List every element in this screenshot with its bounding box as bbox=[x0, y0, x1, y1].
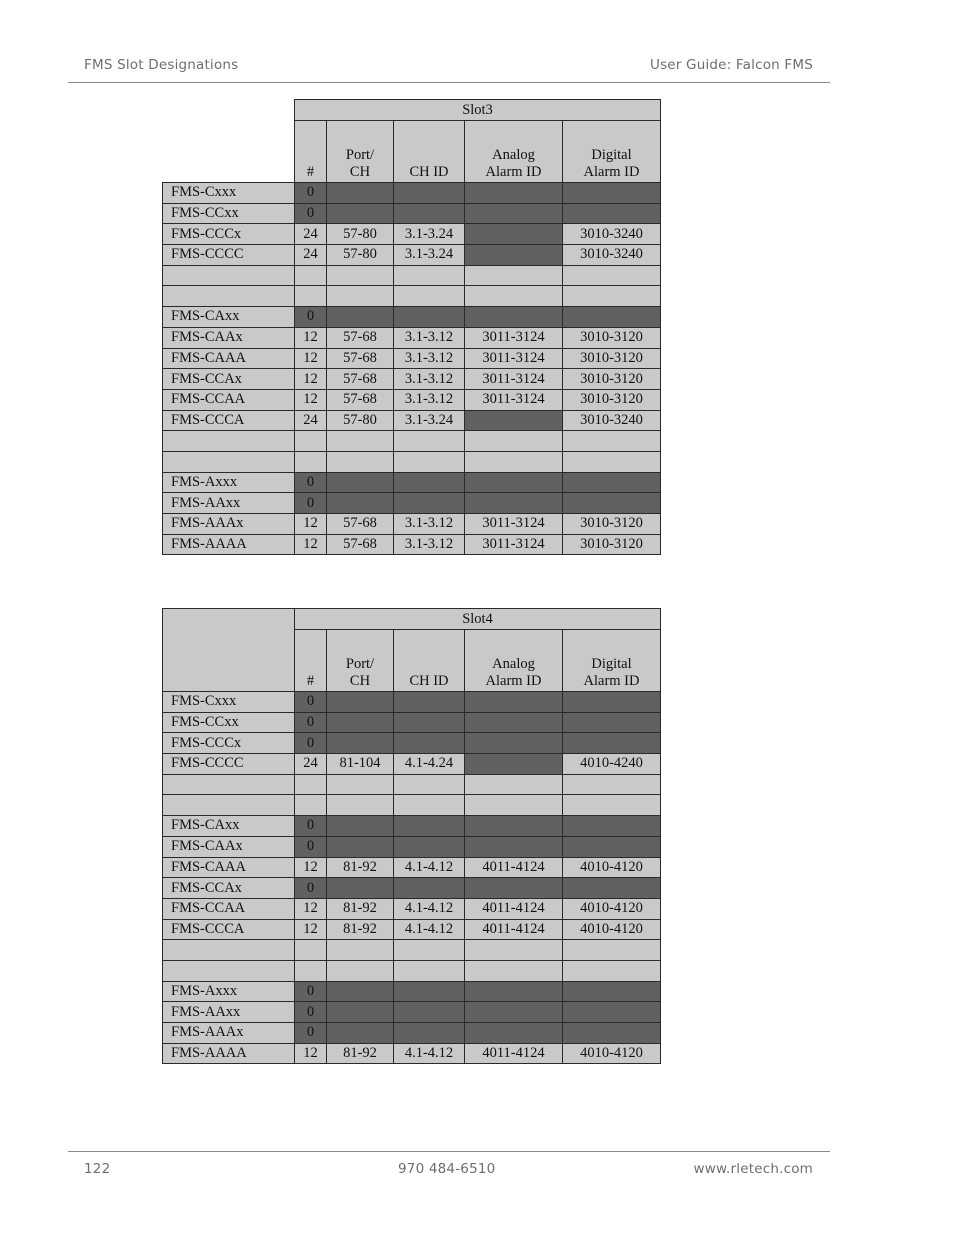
cell-chid bbox=[394, 1023, 465, 1044]
cell-analog bbox=[465, 712, 563, 733]
cell-analog bbox=[465, 472, 563, 493]
cell-port: 81-92 bbox=[327, 919, 394, 940]
cell-label: FMS-CCAA bbox=[163, 898, 295, 919]
col-header-digital-line2: Alarm ID bbox=[583, 164, 640, 180]
cell-analog: 3011-3124 bbox=[465, 514, 563, 535]
cell-chid bbox=[394, 878, 465, 899]
cell-port bbox=[327, 940, 394, 961]
cell-analog bbox=[465, 960, 563, 981]
col-header-analog-line2: Alarm ID bbox=[485, 673, 542, 689]
cell-digital bbox=[563, 307, 661, 328]
cell-chid bbox=[394, 940, 465, 961]
cell-port: 57-68 bbox=[327, 534, 394, 555]
cell-port: 57-80 bbox=[327, 245, 394, 266]
cell-analog bbox=[465, 1002, 563, 1023]
cell-num: 0 bbox=[295, 183, 327, 204]
table-row bbox=[163, 919, 661, 940]
cell-analog bbox=[465, 692, 563, 713]
cell-analog: 3011-3124 bbox=[465, 348, 563, 369]
cell-analog bbox=[465, 754, 563, 775]
cell-digital: 3010-3240 bbox=[563, 410, 661, 431]
col-header-digital bbox=[563, 121, 661, 183]
cell-chid bbox=[394, 431, 465, 452]
cell-num: 12 bbox=[295, 534, 327, 555]
cell-analog bbox=[465, 795, 563, 816]
col-header-port-line1: Port/ bbox=[345, 147, 375, 163]
cell-num: 0 bbox=[295, 472, 327, 493]
cell-analog bbox=[465, 493, 563, 514]
col-header-chid: CH ID bbox=[394, 121, 465, 183]
cell-label: FMS-CCAx bbox=[163, 369, 295, 390]
cell-chid: 4.1-4.24 bbox=[394, 754, 465, 775]
cell-port bbox=[327, 472, 394, 493]
cell-chid bbox=[394, 836, 465, 857]
cell-analog bbox=[465, 981, 563, 1002]
cell-digital bbox=[563, 493, 661, 514]
cell-analog bbox=[465, 286, 563, 307]
cell-analog: 4011-4124 bbox=[465, 919, 563, 940]
table-row bbox=[163, 265, 661, 286]
cell-label: FMS-CAAx bbox=[163, 327, 295, 348]
slot4-title-row bbox=[163, 609, 661, 630]
cell-num: 24 bbox=[295, 410, 327, 431]
cell-port bbox=[327, 451, 394, 472]
cell-digital bbox=[563, 940, 661, 961]
cell-analog: 3011-3124 bbox=[465, 369, 563, 390]
cell-analog bbox=[465, 1023, 563, 1044]
table-row bbox=[163, 754, 661, 775]
cell-chid bbox=[394, 265, 465, 286]
col-header-port-line1: Port/ bbox=[345, 656, 375, 672]
cell-chid: 3.1-3.12 bbox=[394, 389, 465, 410]
cell-port bbox=[327, 795, 394, 816]
cell-analog bbox=[465, 265, 563, 286]
cell-label: FMS-CCCC bbox=[163, 245, 295, 266]
table-row bbox=[163, 1023, 661, 1044]
col-header-port bbox=[327, 630, 394, 692]
cell-num: 0 bbox=[295, 1002, 327, 1023]
cell-port bbox=[327, 286, 394, 307]
cell-num: 12 bbox=[295, 369, 327, 390]
cell-label bbox=[163, 940, 295, 961]
cell-chid: 4.1-4.12 bbox=[394, 919, 465, 940]
slot3-corner bbox=[163, 100, 295, 121]
cell-analog: 4011-4124 bbox=[465, 898, 563, 919]
cell-digital bbox=[563, 981, 661, 1002]
col-header-analog bbox=[465, 121, 563, 183]
cell-chid: 3.1-3.12 bbox=[394, 348, 465, 369]
slot3-table bbox=[162, 99, 661, 555]
table-row bbox=[163, 836, 661, 857]
cell-chid bbox=[394, 816, 465, 837]
cell-chid bbox=[394, 981, 465, 1002]
cell-num bbox=[295, 265, 327, 286]
table-row bbox=[163, 514, 661, 535]
cell-label: FMS-CCCC bbox=[163, 754, 295, 775]
cell-label bbox=[163, 451, 295, 472]
table-row bbox=[163, 795, 661, 816]
cell-digital: 3010-3120 bbox=[563, 534, 661, 555]
cell-analog bbox=[465, 878, 563, 899]
footer-website: www.rletech.com bbox=[693, 1161, 813, 1177]
cell-analog bbox=[465, 836, 563, 857]
cell-digital: 3010-3120 bbox=[563, 369, 661, 390]
cell-digital bbox=[563, 472, 661, 493]
col-header-digital bbox=[563, 630, 661, 692]
cell-port bbox=[327, 1023, 394, 1044]
cell-chid: 3.1-3.12 bbox=[394, 369, 465, 390]
cell-num bbox=[295, 431, 327, 452]
cell-analog bbox=[465, 410, 563, 431]
cell-port: 81-92 bbox=[327, 1043, 394, 1064]
cell-port bbox=[327, 692, 394, 713]
table-row bbox=[163, 816, 661, 837]
cell-label bbox=[163, 265, 295, 286]
table-row bbox=[163, 183, 661, 204]
table-row bbox=[163, 960, 661, 981]
cell-chid bbox=[394, 795, 465, 816]
cell-digital bbox=[563, 1023, 661, 1044]
cell-port bbox=[327, 265, 394, 286]
cell-analog bbox=[465, 245, 563, 266]
cell-analog bbox=[465, 431, 563, 452]
table-row bbox=[163, 493, 661, 514]
cell-digital bbox=[563, 265, 661, 286]
col-header-port bbox=[327, 121, 394, 183]
cell-label: FMS-CAxx bbox=[163, 816, 295, 837]
cell-port bbox=[327, 712, 394, 733]
cell-label: FMS-CAxx bbox=[163, 307, 295, 328]
cell-label: FMS-AAAA bbox=[163, 1043, 295, 1064]
cell-digital bbox=[563, 1002, 661, 1023]
cell-digital: 3010-3240 bbox=[563, 245, 661, 266]
cell-chid: 3.1-3.24 bbox=[394, 224, 465, 245]
cell-analog bbox=[465, 816, 563, 837]
table-row bbox=[163, 692, 661, 713]
cell-label: FMS-CCCA bbox=[163, 410, 295, 431]
cell-port bbox=[327, 733, 394, 754]
cell-label: FMS-CCCx bbox=[163, 733, 295, 754]
cell-label: FMS-CAAA bbox=[163, 857, 295, 878]
cell-num: 0 bbox=[295, 981, 327, 1002]
cell-num: 12 bbox=[295, 389, 327, 410]
cell-analog bbox=[465, 774, 563, 795]
cell-port: 57-68 bbox=[327, 514, 394, 535]
cell-analog bbox=[465, 733, 563, 754]
table-row bbox=[163, 451, 661, 472]
table-row bbox=[163, 369, 661, 390]
col-header-digital-line1: Digital bbox=[591, 147, 632, 163]
cell-digital bbox=[563, 878, 661, 899]
table-row bbox=[163, 307, 661, 328]
table-row bbox=[163, 878, 661, 899]
cell-num bbox=[295, 451, 327, 472]
footer-phone: 970 484-6510 bbox=[398, 1161, 496, 1177]
cell-chid bbox=[394, 960, 465, 981]
cell-digital bbox=[563, 183, 661, 204]
cell-num: 0 bbox=[295, 307, 327, 328]
cell-analog: 3011-3124 bbox=[465, 534, 563, 555]
cell-digital bbox=[563, 774, 661, 795]
cell-port: 57-68 bbox=[327, 369, 394, 390]
cell-analog: 3011-3124 bbox=[465, 327, 563, 348]
cell-chid bbox=[394, 493, 465, 514]
cell-digital: 4010-4240 bbox=[563, 754, 661, 775]
cell-analog: 3011-3124 bbox=[465, 389, 563, 410]
cell-analog bbox=[465, 183, 563, 204]
table-row bbox=[163, 712, 661, 733]
col-header-analog-line1: Analog bbox=[492, 656, 535, 672]
table-row bbox=[163, 898, 661, 919]
col-header-num: # bbox=[295, 121, 327, 183]
cell-label: FMS-Axxx bbox=[163, 981, 295, 1002]
cell-label: FMS-CAAx bbox=[163, 836, 295, 857]
cell-label: FMS-Axxx bbox=[163, 472, 295, 493]
cell-port bbox=[327, 816, 394, 837]
cell-port bbox=[327, 431, 394, 452]
table-row bbox=[163, 857, 661, 878]
cell-label bbox=[163, 960, 295, 981]
table-row bbox=[163, 286, 661, 307]
col-header-analog bbox=[465, 630, 563, 692]
cell-num bbox=[295, 940, 327, 961]
col-header-num: # bbox=[295, 630, 327, 692]
cell-analog: 4011-4124 bbox=[465, 857, 563, 878]
cell-digital: 3010-3120 bbox=[563, 389, 661, 410]
cell-num: 0 bbox=[295, 203, 327, 224]
cell-num: 0 bbox=[295, 692, 327, 713]
cell-chid bbox=[394, 733, 465, 754]
col-header-port-line2: CH bbox=[349, 673, 371, 689]
cell-port bbox=[327, 878, 394, 899]
cell-label: FMS-CCxx bbox=[163, 203, 295, 224]
cell-chid bbox=[394, 712, 465, 733]
cell-num: 24 bbox=[295, 754, 327, 775]
cell-num: 12 bbox=[295, 857, 327, 878]
cell-chid bbox=[394, 774, 465, 795]
table-row bbox=[163, 472, 661, 493]
cell-label: FMS-CCAA bbox=[163, 389, 295, 410]
cell-digital bbox=[563, 451, 661, 472]
cell-label: FMS-CCCA bbox=[163, 919, 295, 940]
cell-port: 81-92 bbox=[327, 898, 394, 919]
cell-analog: 4011-4124 bbox=[465, 1043, 563, 1064]
col-header-analog-line2: Alarm ID bbox=[485, 164, 542, 180]
cell-chid bbox=[394, 692, 465, 713]
cell-num: 12 bbox=[295, 327, 327, 348]
footer-rule bbox=[68, 1151, 830, 1152]
cell-num: 0 bbox=[295, 712, 327, 733]
cell-chid: 4.1-4.12 bbox=[394, 1043, 465, 1064]
table-row bbox=[163, 410, 661, 431]
cell-chid bbox=[394, 1002, 465, 1023]
cell-digital: 3010-3120 bbox=[563, 327, 661, 348]
cell-num bbox=[295, 795, 327, 816]
col-header-chid: CH ID bbox=[394, 630, 465, 692]
cell-label: FMS-Cxxx bbox=[163, 183, 295, 204]
cell-port bbox=[327, 836, 394, 857]
cell-chid bbox=[394, 472, 465, 493]
cell-port bbox=[327, 203, 394, 224]
cell-label bbox=[163, 795, 295, 816]
cell-port: 57-80 bbox=[327, 410, 394, 431]
cell-digital: 4010-4120 bbox=[563, 857, 661, 878]
cell-chid bbox=[394, 307, 465, 328]
cell-port: 57-68 bbox=[327, 327, 394, 348]
cell-num: 12 bbox=[295, 514, 327, 535]
cell-label bbox=[163, 774, 295, 795]
cell-port bbox=[327, 1002, 394, 1023]
cell-analog bbox=[465, 307, 563, 328]
table-row bbox=[163, 431, 661, 452]
cell-label: FMS-CAAA bbox=[163, 348, 295, 369]
cell-digital: 3010-3120 bbox=[563, 514, 661, 535]
cell-label: FMS-AAAx bbox=[163, 514, 295, 535]
cell-chid: 4.1-4.12 bbox=[394, 857, 465, 878]
cell-chid: 3.1-3.24 bbox=[394, 245, 465, 266]
slot4-table bbox=[162, 608, 661, 1064]
cell-digital bbox=[563, 203, 661, 224]
cell-num: 0 bbox=[295, 816, 327, 837]
table-row bbox=[163, 348, 661, 369]
cell-port: 57-68 bbox=[327, 389, 394, 410]
cell-digital bbox=[563, 286, 661, 307]
cell-port bbox=[327, 981, 394, 1002]
cell-digital: 3010-3240 bbox=[563, 224, 661, 245]
cell-digital bbox=[563, 712, 661, 733]
cell-chid: 3.1-3.12 bbox=[394, 534, 465, 555]
table-row bbox=[163, 1043, 661, 1064]
cell-num: 0 bbox=[295, 1023, 327, 1044]
cell-num: 24 bbox=[295, 224, 327, 245]
col-header-digital-line1: Digital bbox=[591, 656, 632, 672]
cell-chid: 3.1-3.12 bbox=[394, 327, 465, 348]
cell-analog bbox=[465, 203, 563, 224]
cell-chid: 4.1-4.12 bbox=[394, 898, 465, 919]
cell-digital bbox=[563, 692, 661, 713]
cell-label bbox=[163, 286, 295, 307]
slot3-column-header-row bbox=[163, 121, 661, 183]
cell-label: FMS-AAxx bbox=[163, 1002, 295, 1023]
cell-num: 12 bbox=[295, 919, 327, 940]
cell-chid bbox=[394, 183, 465, 204]
cell-num: 0 bbox=[295, 878, 327, 899]
cell-digital: 4010-4120 bbox=[563, 1043, 661, 1064]
cell-digital bbox=[563, 816, 661, 837]
table-row bbox=[163, 534, 661, 555]
slot4-title: Slot4 bbox=[295, 609, 661, 630]
cell-num: 12 bbox=[295, 898, 327, 919]
slot4-corner bbox=[163, 609, 295, 692]
slot3-title-row bbox=[163, 100, 661, 121]
table-row bbox=[163, 733, 661, 754]
cell-num bbox=[295, 286, 327, 307]
cell-num: 0 bbox=[295, 836, 327, 857]
cell-label: FMS-CCAx bbox=[163, 878, 295, 899]
table-row bbox=[163, 224, 661, 245]
cell-digital: 4010-4120 bbox=[563, 919, 661, 940]
cell-label: FMS-AAAA bbox=[163, 534, 295, 555]
cell-label: FMS-Cxxx bbox=[163, 692, 295, 713]
cell-digital bbox=[563, 431, 661, 452]
cell-digital: 3010-3120 bbox=[563, 348, 661, 369]
table-row bbox=[163, 940, 661, 961]
cell-num: 12 bbox=[295, 348, 327, 369]
cell-digital bbox=[563, 733, 661, 754]
header-rule bbox=[68, 82, 830, 83]
cell-num: 0 bbox=[295, 493, 327, 514]
cell-num: 0 bbox=[295, 733, 327, 754]
cell-port bbox=[327, 493, 394, 514]
col-header-digital-line2: Alarm ID bbox=[583, 673, 640, 689]
cell-chid bbox=[394, 286, 465, 307]
table-row bbox=[163, 245, 661, 266]
cell-num bbox=[295, 774, 327, 795]
cell-chid bbox=[394, 203, 465, 224]
table-row bbox=[163, 1002, 661, 1023]
cell-chid: 3.1-3.24 bbox=[394, 410, 465, 431]
table-row bbox=[163, 327, 661, 348]
page-number: 122 bbox=[84, 1161, 111, 1177]
page-header-left: FMS Slot Designations bbox=[84, 57, 239, 73]
cell-port: 81-92 bbox=[327, 857, 394, 878]
cell-label: FMS-AAAx bbox=[163, 1023, 295, 1044]
cell-chid bbox=[394, 451, 465, 472]
table-row bbox=[163, 981, 661, 1002]
cell-port bbox=[327, 183, 394, 204]
cell-analog bbox=[465, 224, 563, 245]
cell-port bbox=[327, 307, 394, 328]
table-row bbox=[163, 389, 661, 410]
col-header-analog-line1: Analog bbox=[492, 147, 535, 163]
cell-num: 12 bbox=[295, 1043, 327, 1064]
cell-num: 24 bbox=[295, 245, 327, 266]
cell-num bbox=[295, 960, 327, 981]
table-row bbox=[163, 774, 661, 795]
cell-digital: 4010-4120 bbox=[563, 898, 661, 919]
cell-digital bbox=[563, 960, 661, 981]
cell-port: 57-80 bbox=[327, 224, 394, 245]
cell-port bbox=[327, 774, 394, 795]
cell-digital bbox=[563, 795, 661, 816]
page-header-right: User Guide: Falcon FMS bbox=[649, 57, 813, 73]
cell-digital bbox=[563, 836, 661, 857]
cell-port: 81-104 bbox=[327, 754, 394, 775]
slot3-title: Slot3 bbox=[295, 100, 661, 121]
col-header-port-line2: CH bbox=[349, 164, 371, 180]
cell-label: FMS-AAxx bbox=[163, 493, 295, 514]
cell-analog bbox=[465, 940, 563, 961]
cell-chid: 3.1-3.12 bbox=[394, 514, 465, 535]
slot3-corner-lower bbox=[163, 121, 295, 183]
table-row bbox=[163, 203, 661, 224]
cell-label: FMS-CCCx bbox=[163, 224, 295, 245]
cell-label: FMS-CCxx bbox=[163, 712, 295, 733]
cell-port: 57-68 bbox=[327, 348, 394, 369]
cell-port bbox=[327, 960, 394, 981]
cell-label bbox=[163, 431, 295, 452]
cell-analog bbox=[465, 451, 563, 472]
